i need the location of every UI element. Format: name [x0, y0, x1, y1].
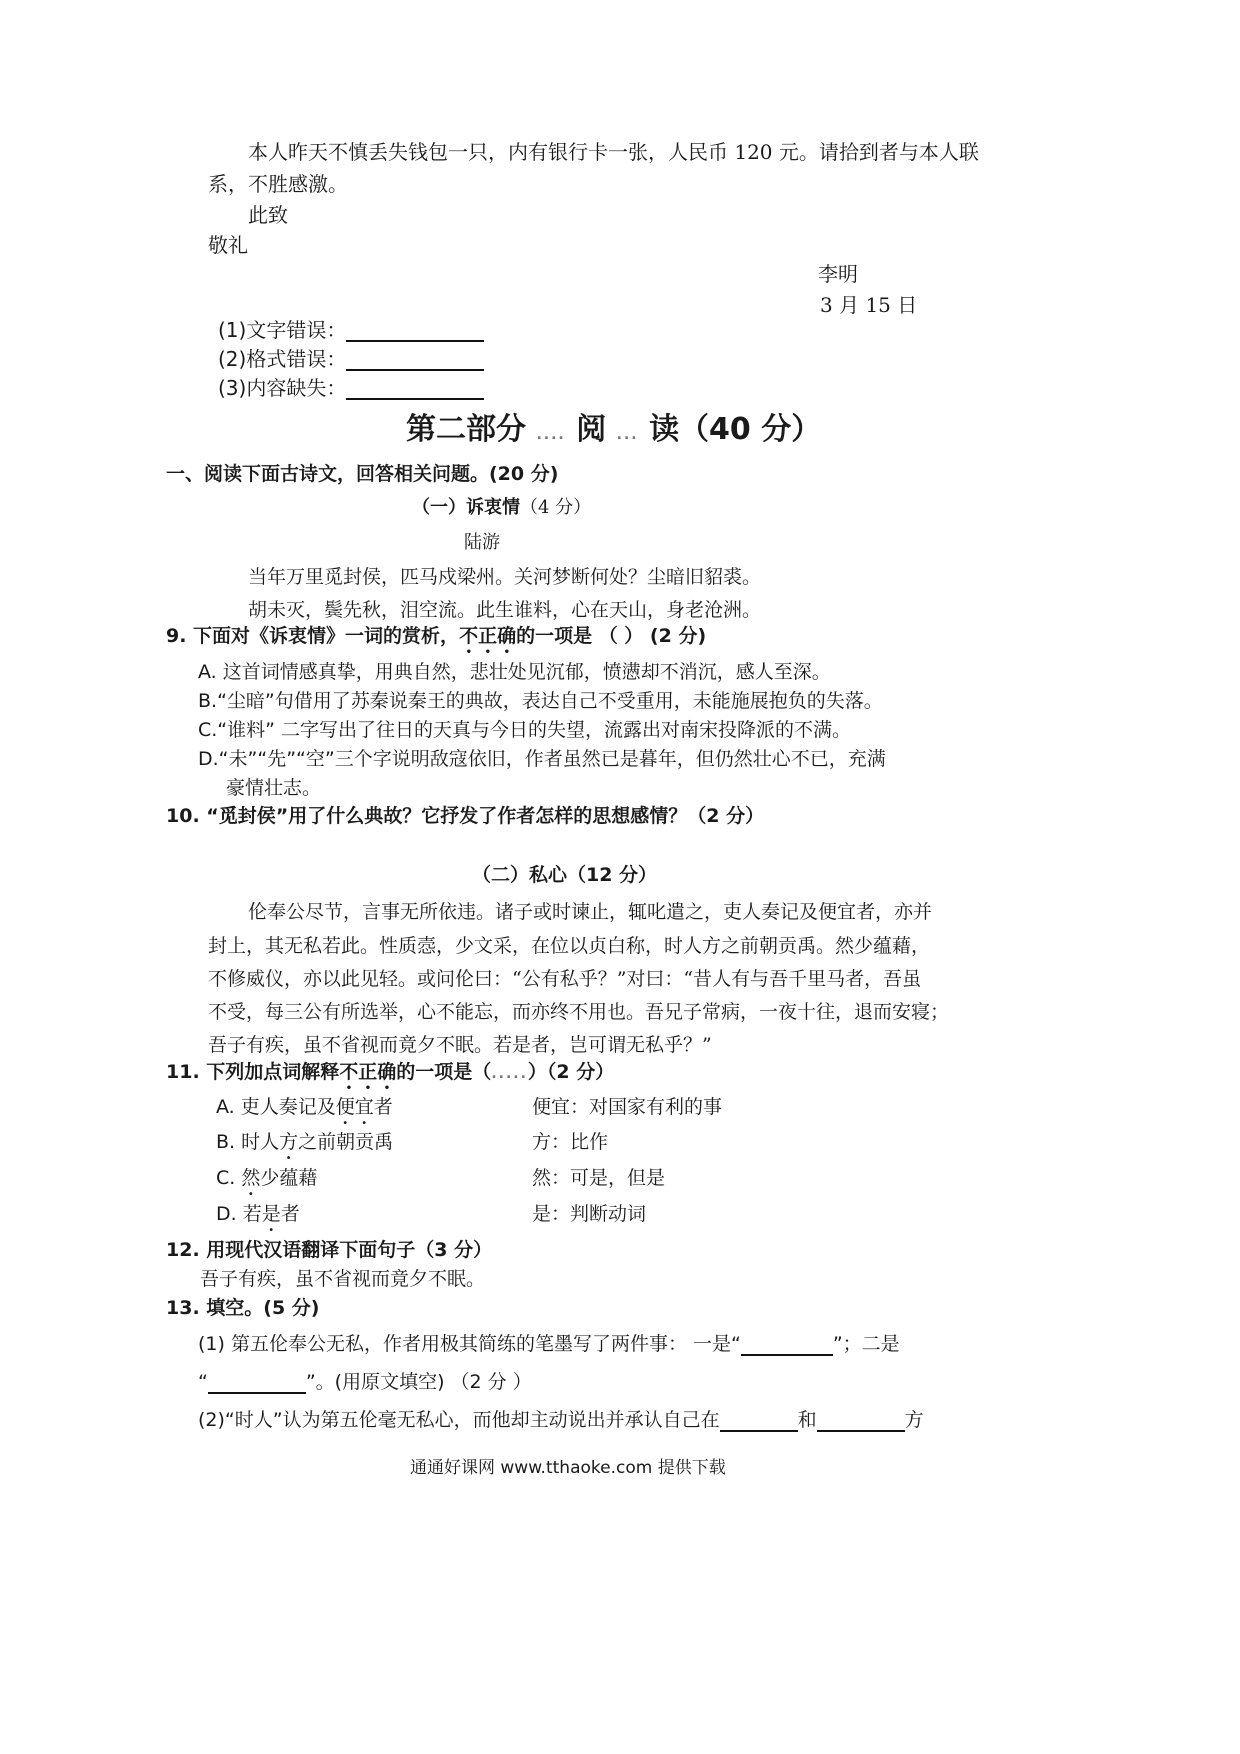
- part2-title-a: 第二部分: [406, 412, 526, 447]
- answer-blank[interactable]: [817, 1410, 905, 1432]
- q11-option-d-meaning: 是：判断动词: [532, 1203, 647, 1225]
- q11-option-a-meaning: 便宜：对国家有利的事: [532, 1096, 723, 1118]
- option-text: C.: [216, 1167, 242, 1189]
- poem-author: 陆游: [464, 532, 500, 553]
- q11-stem-a: 11. 下列加点词解释: [166, 1061, 340, 1083]
- q13-text: (1) 第五伦奉公无私，作者用极其简练的笔墨写了两件事： 一是“: [198, 1333, 741, 1355]
- section1-heading: 一、阅读下面古诗文，回答相关问题。(20 分): [166, 463, 559, 485]
- q13-part1-line1: [198, 1332, 900, 1356]
- error-item-format: [218, 347, 484, 371]
- q11-stem-emphasis: 不正确: [339, 1061, 397, 1083]
- q13-part2-line1: [198, 1408, 924, 1432]
- option-text: A. 吏人奏记及: [216, 1096, 336, 1118]
- q12-sentence: 吾子有疾，虽不省视而竟夕不眠。: [200, 1268, 486, 1290]
- answer-blank[interactable]: [346, 349, 484, 371]
- poem-title-text: 诉衷情: [466, 497, 520, 518]
- q13-text: 方: [904, 1409, 924, 1431]
- prose-line3: 不修威仪，亦以此见轻。或问伦曰：“公有私乎？”对曰：“昔人有与吾千里马者，吾虽: [208, 968, 922, 990]
- q11-stem-dots: .....: [491, 1066, 528, 1082]
- q11-option-a: [216, 1095, 393, 1129]
- prose-line4: 不受，每三公有所选举，心不能忘，而亦终不用也。吾兄子常病，一夜十往，退而安寝；: [208, 1001, 950, 1023]
- notice-date: 3 月 15 日: [820, 293, 918, 317]
- error-item-content: [218, 376, 484, 400]
- q11-option-c-meaning: 然：可是，但是: [532, 1167, 666, 1189]
- poem-title-prefix: （一）: [412, 497, 466, 518]
- error-item-label: (1)文字错误：: [218, 318, 347, 342]
- q11-option-c: [216, 1166, 317, 1200]
- option-text: B. 时人: [216, 1131, 280, 1153]
- q9-stem: [166, 624, 706, 658]
- q9-option-d-line2: 豪情壮志。: [226, 777, 322, 799]
- q9-option-c: C.“谁料” 二字写出了往日的天真与今日的失望，流露出对南宋投降派的不满。: [198, 719, 852, 741]
- q13-text: “: [198, 1371, 208, 1393]
- q11-option-b: [216, 1130, 393, 1164]
- answer-blank[interactable]: [741, 1334, 833, 1356]
- option-emphasis: 是: [261, 1203, 281, 1225]
- q9-stem-emphasis: 不正确: [459, 625, 517, 647]
- prose-line2: 封上，其无私若此。性质悫，少文采，在位以贞白称，时人方之前朝贡禹。然少蕴藉，: [208, 935, 931, 957]
- notice-closing1: 此致: [248, 203, 288, 227]
- q11-stem: [166, 1060, 614, 1094]
- q13-part1-line2: [198, 1370, 532, 1394]
- q13-text: ”；二是: [832, 1333, 900, 1355]
- poem-title: [412, 496, 591, 520]
- option-text: 者: [373, 1096, 393, 1118]
- error-item-text: [218, 318, 484, 342]
- q11-option-b-meaning: 方：比作: [532, 1131, 609, 1153]
- answer-blank[interactable]: [208, 1372, 306, 1394]
- part2-title: [406, 412, 821, 453]
- option-text: 之前朝贡禹: [298, 1131, 394, 1153]
- q13-text: ”。(用原文填空) （2 分 ）: [305, 1371, 532, 1393]
- q11-stem-c: ）（2 分）: [527, 1061, 615, 1083]
- poem-line2: 胡未灭，鬓先秋，泪空流。此生谁料，心在天山，身老沧洲。: [248, 599, 762, 621]
- option-emphasis: 然: [241, 1167, 261, 1189]
- option-text: 少蕴藉: [260, 1167, 318, 1189]
- option-text: D. 若: [216, 1203, 262, 1225]
- answer-blank[interactable]: [346, 378, 484, 400]
- prose-line1: 伦奉公尽节，言事无所依违。诸子或时谏止，辄叱遣之，吏人奏记及便宜者，亦并: [248, 901, 933, 923]
- prose-line5: 吾子有疾，虽不省视而竟夕不眠。若是者，岂可谓无私乎？”: [208, 1034, 712, 1056]
- q13-text: (2)“时人”认为第五伦毫无私心，而他却主动说出并承认自己在: [198, 1409, 720, 1431]
- q11-option-d: [216, 1202, 300, 1236]
- q9-stem-b: 的一项是 （ ） (2 分): [516, 625, 707, 647]
- error-item-label: (2)格式错误：: [218, 347, 347, 371]
- title-dots: ...: [616, 427, 639, 443]
- q9-option-d-line1: D.“未”“先”“空”三个字说明敌寇依旧，作者虽然已是暮年，但仍然壮心不已，充满: [198, 748, 886, 770]
- q9-option-a: A. 这首词情感真挚，用典自然，悲壮处见沉郁，愤懑却不消沉，感人至深。: [198, 661, 831, 683]
- error-item-label: (3)内容缺失：: [218, 376, 347, 400]
- footer-credit: 通通好课网 www.tthaoke.com 提供下载: [410, 1458, 726, 1478]
- part2-title-c: 读（40 分）: [649, 412, 822, 447]
- prose-title: （二）私心（12 分）: [472, 864, 658, 886]
- q9-option-b: B.“尘暗”句借用了苏秦说秦王的典故，表达自己不受重用，未能施展抱负的失落。: [198, 690, 883, 712]
- notice-signature: 李明: [818, 262, 858, 286]
- option-emphasis: 便宜: [335, 1096, 374, 1118]
- q10-stem: 10. “觅封侯”用了什么典故？它抒发了作者怎样的思想感情？（2 分）: [166, 805, 765, 827]
- answer-blank[interactable]: [346, 320, 484, 342]
- q11-stem-b: 的一项是（: [396, 1061, 492, 1083]
- q13-text: 和: [797, 1409, 817, 1431]
- q9-stem-a: 9. 下面对《诉衷情》一词的赏析，: [166, 625, 460, 647]
- q13-stem: 13. 填空。(5 分): [166, 1297, 320, 1319]
- notice-body-line2: 系，不胜感激。: [208, 172, 348, 196]
- poem-line1: 当年万里觅封侯，匹马戍梁州。关河梦断何处？尘暗旧貂裘。: [248, 566, 762, 588]
- q12-stem: 12. 用现代汉语翻译下面句子（3 分）: [166, 1239, 493, 1261]
- option-emphasis: 方: [279, 1131, 299, 1153]
- title-dots: ....: [536, 427, 566, 443]
- notice-body-line1: 本人昨天不慎丢失钱包一只，内有银行卡一张，人民币 120 元。请拾到者与本人联: [248, 140, 979, 164]
- answer-blank[interactable]: [720, 1410, 798, 1432]
- notice-closing2: 敬礼: [208, 233, 248, 257]
- poem-title-score: （4 分）: [520, 497, 592, 518]
- option-text: 者: [280, 1203, 300, 1225]
- part2-title-b: 阅: [576, 412, 607, 447]
